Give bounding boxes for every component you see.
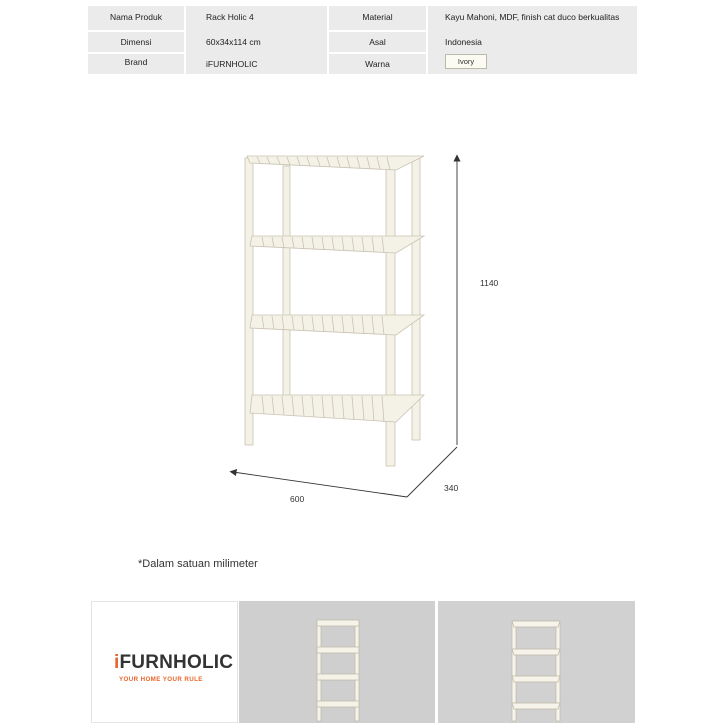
spec-label-brand: Brand — [124, 57, 148, 67]
spec-label-color: Warna — [365, 59, 390, 69]
spec-label-product-name: Nama Produk — [110, 12, 162, 22]
product-photo-panel — [239, 601, 435, 723]
unit-note: *Dalam satuan milimeter — [138, 558, 258, 570]
shelf-level — [250, 395, 424, 422]
color-swatch: Ivory — [445, 54, 487, 69]
spec-value-dimension: 60x34x114 cm — [206, 37, 261, 47]
logo-main: FURNHOLIC — [119, 652, 234, 673]
brand-logo — [114, 652, 233, 674]
width-dimension-line — [233, 472, 407, 497]
shelf-level — [250, 315, 424, 335]
logo-prefix: i — [114, 652, 120, 673]
brand-logo-panel — [91, 601, 238, 723]
spec-value-material: Kayu Mahoni, MDF, finish cat duco berkualitas — [445, 12, 620, 22]
depth-label: 340 — [444, 483, 459, 493]
brand-tagline: YOUR HOME YOUR RULE — [119, 676, 203, 683]
shelf-level — [250, 236, 424, 253]
spec-label-origin: Asal — [369, 37, 386, 47]
spec-value-origin: Indonesia — [445, 37, 482, 47]
rack-thumbnail — [438, 601, 635, 723]
shelf-level — [247, 156, 424, 170]
spec-label-dimension: Dimensi — [120, 37, 152, 47]
spec-value-product-name: Rack Holic 4 — [206, 12, 254, 22]
spec-label-material: Material — [362, 12, 393, 22]
shelf-rack-illustration — [245, 156, 424, 466]
product-photo-panel-2 — [438, 601, 635, 723]
height-label: 1140 — [480, 278, 499, 288]
width-label: 600 — [290, 494, 305, 504]
spec-value-brand: iFURNHOLIC — [206, 59, 258, 69]
rack-thumbnail — [239, 601, 435, 723]
